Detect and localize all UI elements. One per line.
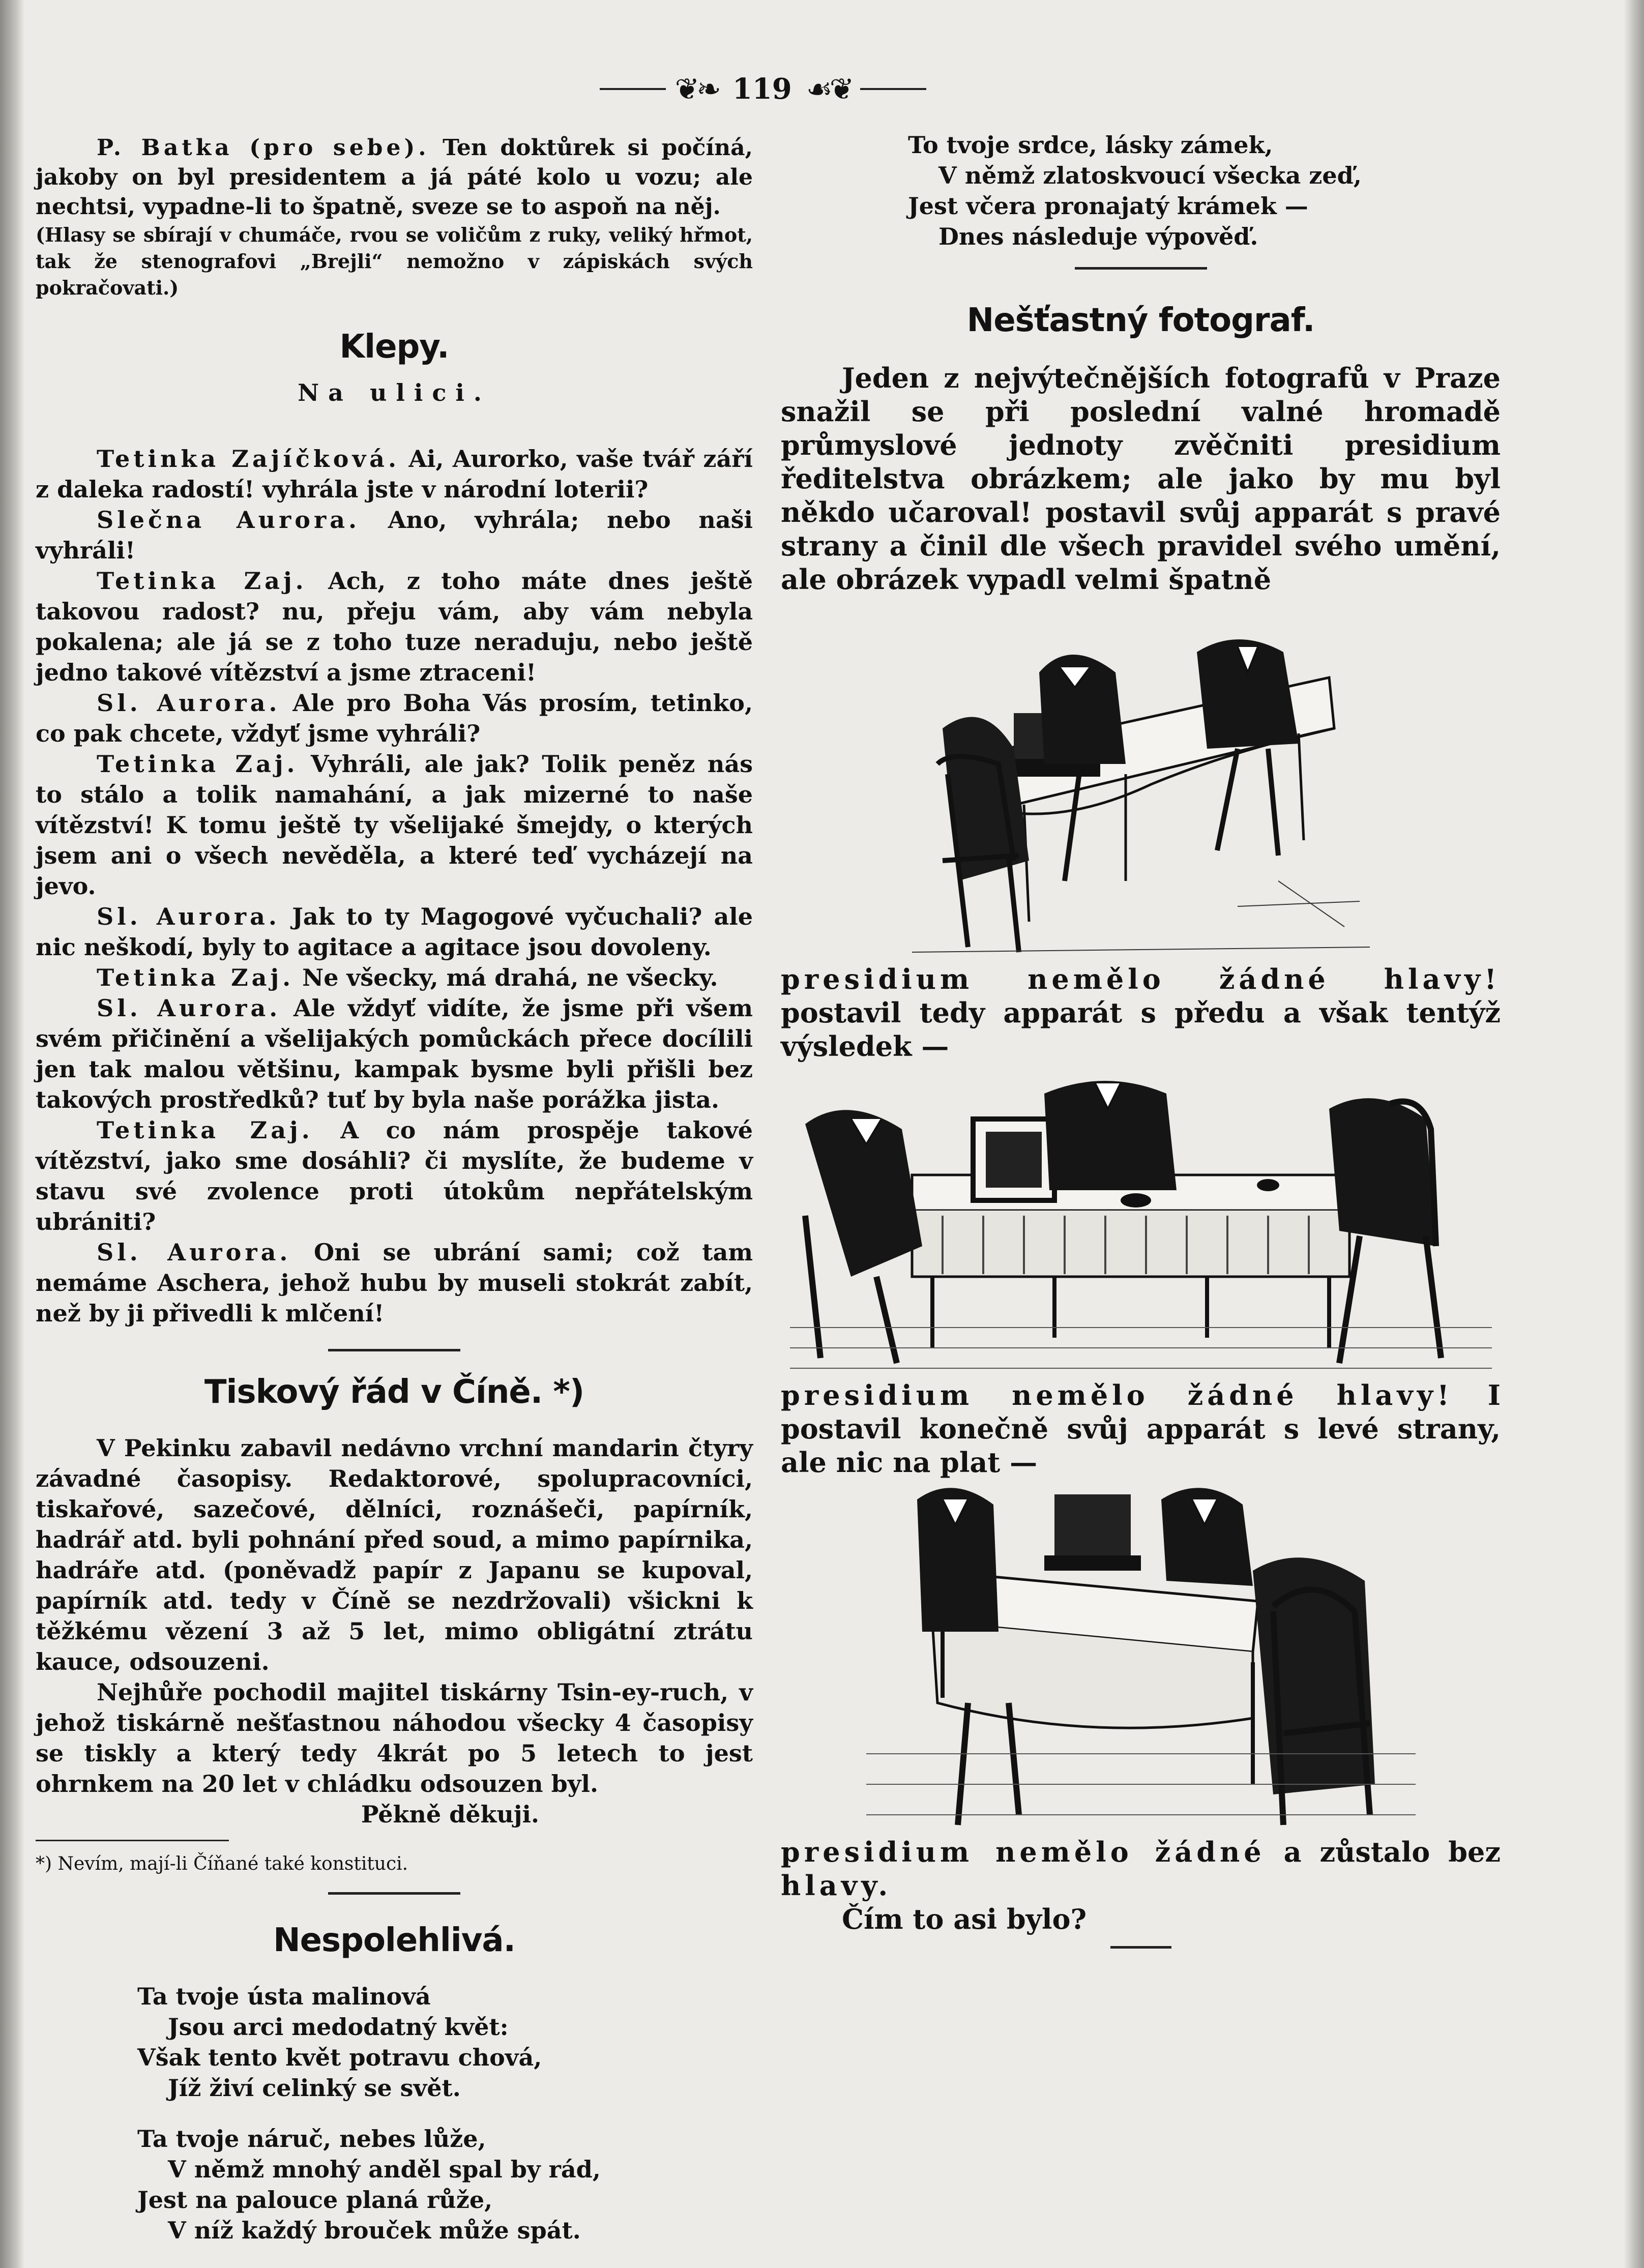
header-rule-right <box>860 88 926 90</box>
caption-1-spaced: presidium nemělo žádné hlavy! <box>781 963 1501 995</box>
nespo-poem-continued <box>781 130 1501 252</box>
dialogue-speaker: Tetinka Zaj. <box>97 964 295 991</box>
footnote: *) Nevím, mají-li Číňané také konstituci. <box>36 1853 408 1874</box>
nespo-title: Nespolehlivá. <box>273 1922 515 1959</box>
right-column <box>781 130 1501 1949</box>
tiskovy-title: Tiskový řád v Číně. *) <box>204 1373 584 1411</box>
dialogue-line <box>36 566 753 688</box>
poem-line: V němž mnohý anděl spal by rád, <box>168 2156 601 2183</box>
dialogue-text: Ale vždyť vidíte, že jsme při všem svém přičinění a všelijakých pomůckách přece docílili jen tak malou většinu, kampak bysme byli přišli bez takových prostředků? tuť by byla naše porážka jista. <box>36 994 753 1113</box>
poem-line: Jest včera pronajatý krámek — <box>908 192 1308 220</box>
nespo-poem <box>36 1981 753 2246</box>
caption-1-rest: postavil tedy apparát s předu a však tentýž výsledek — <box>781 996 1501 1063</box>
caption-2-rest: I postavil konečně svůj apparát s levé strany, ale nic na plat — <box>781 1379 1501 1479</box>
dialogue-speaker: Tetinka Zaj. <box>97 750 299 778</box>
caption-3-spaced: presidium nemělo žádné <box>781 1836 1266 1868</box>
foto-intro: Jeden z nejvýtečnějších fotografů v Praze snažil se při poslední valné hromadě průmyslové jednoty zvěčniti presidium ředitelstva obrázkem; ale jako by mu byl někdo učaroval! postavil svůj apparát s pravé strany a činil dle všech pravidel svého umění, ale obrázek vypadl velmi špatně <box>781 362 1501 596</box>
poem-line: Ta tvoje náruč, nebes lůže, <box>137 2125 486 2153</box>
caption-3 <box>781 1835 1501 1902</box>
dialogue-line <box>36 505 753 566</box>
dialogue-text: Jak to ty Magogové vyčuchali? ale nic neškodí, byly to agitace a agitace jsou dovoleny. <box>36 903 753 961</box>
klepy-dialogue <box>36 444 753 1329</box>
intro-text: Ten doktůrek si počíná, jakoby on byl presidentem a já páté kolo u vozu; ale nechtsi, vypadne-li to špatně, sveze se to aspoň na něj. <box>36 135 753 220</box>
dialogue-speaker: Tetinka Zaj. <box>97 567 307 595</box>
dialogue-text: Oni se ubrání sami; což tam nemáme Aschera, jehož hubu by museli stokrát zabít, než by ji přivedli k mlčení! <box>36 1239 753 1327</box>
dialogue-line <box>36 901 753 962</box>
caption-1 <box>781 962 1501 1063</box>
dialogue-speaker: Tetinka Zajíčková. <box>97 445 400 473</box>
dialogue-speaker: Tetinka Zaj. <box>97 1116 313 1144</box>
poem-line: Ta tvoje ústa malinová <box>137 1983 431 2010</box>
caption-2-spaced: presidium nemělo žádné hlavy! <box>781 1379 1453 1411</box>
ornament-left-icon: ❦❧ <box>674 72 718 106</box>
dialogue-speaker: Sl. Aurora. <box>97 1239 291 1266</box>
dialogue-speaker: Sl. Aurora. <box>97 689 281 717</box>
dialogue-speaker: Sl. Aurora. <box>97 994 281 1022</box>
page-number: 119 <box>732 72 792 106</box>
dialogue-line <box>36 1237 753 1329</box>
page-header <box>549 66 977 112</box>
poem-line: To tvoje srdce, lásky zámek, <box>908 131 1273 159</box>
caption-3-rest: a zůstalo bez <box>1283 1836 1501 1868</box>
poem-line: Jíž živí celinký se svět. <box>168 2074 461 2102</box>
tiskovy-signature: Pěkně děkuji. <box>361 1801 539 1828</box>
intro-speaker: P. Batka (pro sebe). <box>97 135 430 161</box>
poem-line: Jsou arci medodatný květ: <box>168 2013 509 2041</box>
dialogue-line <box>36 749 753 901</box>
klepy-subtitle: Na ulici. <box>298 379 491 406</box>
book-spine-shadow <box>0 0 24 2268</box>
dialogue-text: Ach, z toho máte dnes ještě takovou radost? nu, přeju vám, aby vám nebyla pokalena; ale já se z toho tuze neraduju, nebo ještě jedno takové vítězství a jsme ztraceni! <box>36 567 753 686</box>
header-rule-left <box>600 88 666 90</box>
dialogue-text: Ale pro Boha Vás prosím, tetinko, co pak chcete, vždyť jsme vyhráli? <box>36 689 753 747</box>
poem-line: V němž zlatoskvoucí všecka zeď, <box>938 162 1362 189</box>
dialogue-text: Ano, vyhrála; nebo naši vyhráli! <box>36 506 753 564</box>
illustration-left-side <box>866 1479 1416 1835</box>
caption-3-end: hlavy. <box>781 1869 892 1902</box>
dialogue-text: A co nám prospěje takové vítězství, jako sme dosáhli? či myslíte, že budeme v stavu své zvolence proti útokům nepřátelským ubrániti? <box>36 1116 753 1235</box>
poem-line: Však tento květ potravu chová, <box>137 2044 542 2071</box>
end-rule <box>1110 1946 1171 1949</box>
tiskovy-paragraph-1: V Pekinku zabavil nedávno vrchní mandarin čtyry závadné časopisy. Redaktorové, spolupracovníci, tiskařové, sazečové, dělníci, roznášeči, papírník, hadrář atd. byli pohnání před soud, a mimo papírnika, hadráře atd. (poněvadž papír z Japanu se kupoval, papírník atd. tedy v Číně se nezdržovali) všicknі k těžkému vězení 3 až 5 let, mimo obligátní ztrátu kauce, odsouzeni. <box>36 1434 753 1675</box>
dialogue-line <box>36 962 753 993</box>
dialogue-text: Ai, Aurorko, vaše tvář září z daleka radostí! vyhrála jste v národní loterii? <box>36 445 753 503</box>
poem-line: Dnes následuje výpověď. <box>938 223 1258 250</box>
dialogue-text: Ne všecky, má drahá, ne všecky. <box>302 964 718 991</box>
closing-line: Čím to asi bylo? <box>842 1903 1087 1935</box>
dialogue-line <box>36 1115 753 1237</box>
dialogue-speaker: Sl. Aurora. <box>97 903 280 930</box>
intro-stage-direction: (Hlasy se sbírají v chumáče, rvou se voličům z ruky, veliký hřmot, tak že stenografovi „Brejli“ nemožno v zápiskách svých pokračovati.) <box>36 223 753 299</box>
poem-line: Jest na palouce planá růže, <box>137 2186 493 2214</box>
page-edge-shadow <box>1624 0 1644 2268</box>
tiskovy-paragraph-2: Nejhůře pochodil majitel tiskárny Tsin-ey-ruch, v jehož tiskárně nešťastnou náhodou všecky 4 časopisy se tiskly a který tedy 4krát po 5 letech to jest ohrnkem na 20 let v chládku odsouzen byl. <box>36 1678 753 1798</box>
dialogue-line <box>36 688 753 749</box>
poem-line: V níž každý brouček může spát. <box>168 2217 581 2244</box>
dialogue-text: Vyhráli, ale jak? Tolik peněz nás to stálo a tolik namahání, a jak mizerné to naše vítězství! K tomu ještě ty všelijaké šmejdy, o kterých jsem ani o všech nevěděla, a které teď vycházejí na jevo. <box>36 750 753 900</box>
dialogue-speaker: Slečna Aurora. <box>97 506 361 534</box>
klepy-title: Klepy. <box>339 328 449 366</box>
caption-2 <box>781 1378 1501 1479</box>
left-column <box>36 133 753 2246</box>
dialogue-line <box>36 993 753 1115</box>
intro-paragraph <box>36 133 753 222</box>
ornament-right-icon: ☙❦ <box>806 72 852 106</box>
foto-title: Nešťastný fotograf. <box>966 302 1315 339</box>
dialogue-line <box>36 444 753 505</box>
illustration-right-side <box>912 596 1370 962</box>
illustration-front <box>790 1063 1492 1378</box>
